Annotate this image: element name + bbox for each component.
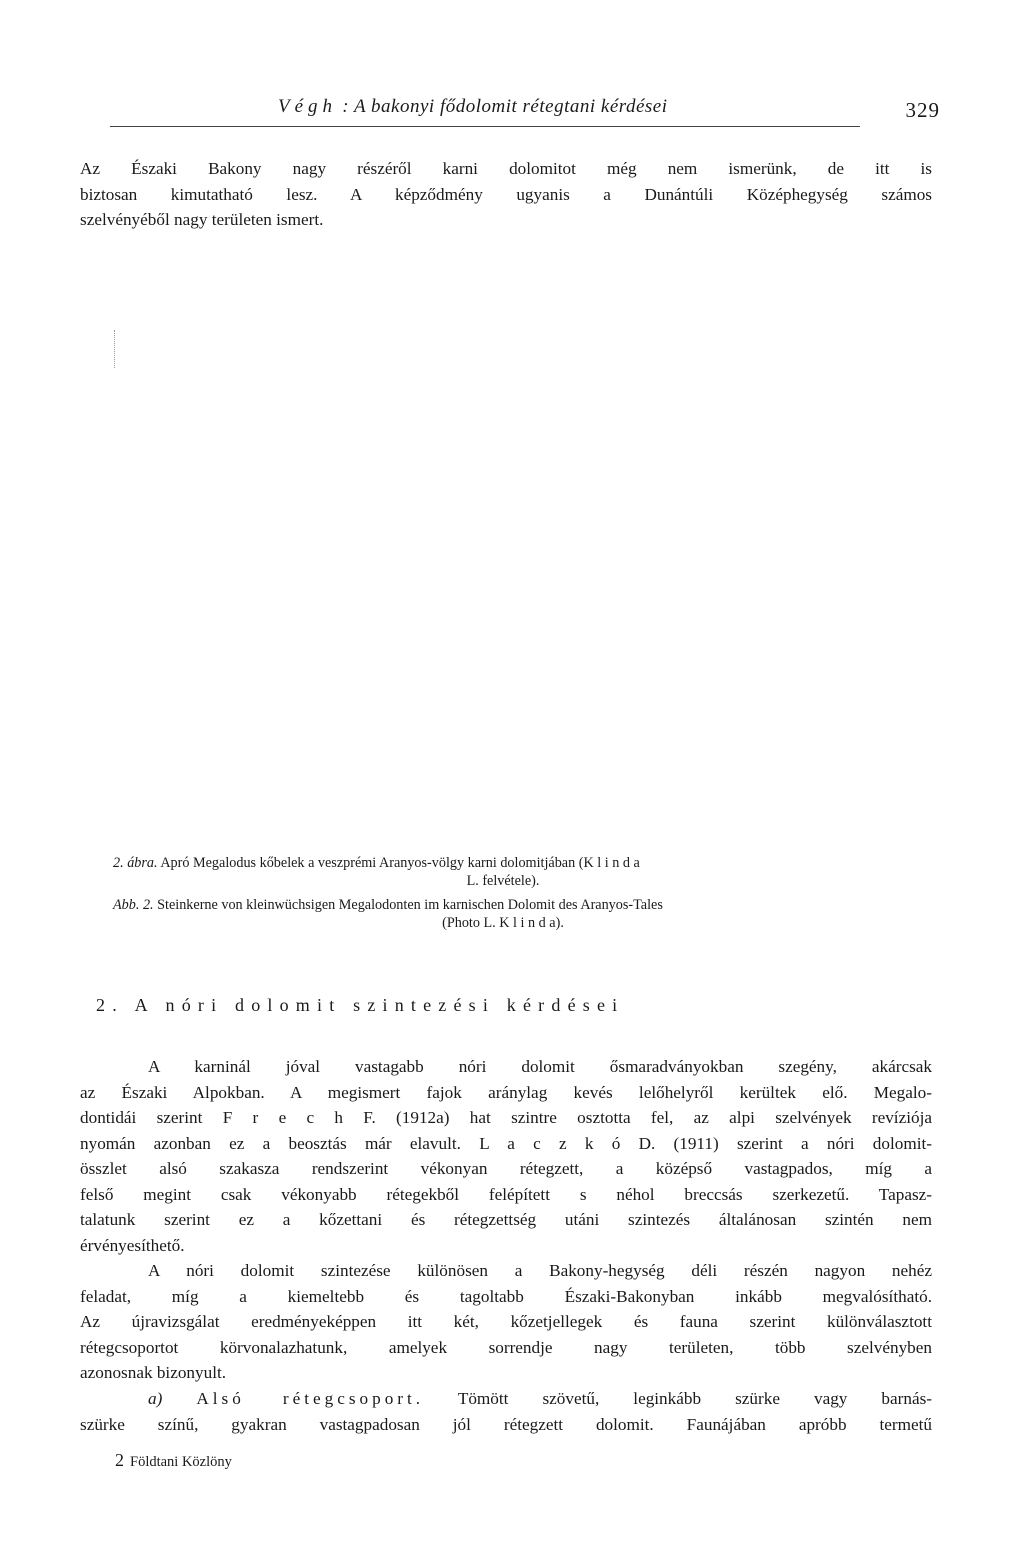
text-line: feladat, míg a kiemeltebb és tagoltabb Északi-Bakonyban inkább megvalósítható. xyxy=(80,1286,932,1306)
running-head xyxy=(110,96,940,128)
subsection-title: Alsó rétegcsoport. xyxy=(196,1389,425,1408)
running-article-title: A bakonyi fődolomit rétegtani kérdései xyxy=(354,96,668,117)
text-line: felső megint csak vékonyabb rétegekből felépített s néhol breccsás szerkezetű. Tapasz- xyxy=(80,1184,932,1204)
text-line: nyomán azonban ez a beosztás már elavult. L a c z k ó D. (1911) szerint a nóri dolomit- xyxy=(80,1133,932,1153)
text-line: A karninál jóval vastagabb nóri dolomit ősmaradványokban szegény, akárcsak xyxy=(148,1057,932,1076)
caption-line xyxy=(113,854,893,872)
signature-text: Földtani Közlöny xyxy=(130,1454,232,1470)
running-separator: : xyxy=(342,96,350,117)
signature-number: 2 xyxy=(115,1450,124,1470)
running-title xyxy=(278,96,667,118)
text-line: azonosnak bizonyult. xyxy=(80,1363,227,1382)
running-author: Végh xyxy=(278,96,338,117)
text-line: biztosan kimutatható lesz. A képződmény ugyanis a Dunántúli Középhegység számos xyxy=(80,184,932,204)
text-line: talatunk szerint ez a kőzettani és rétegzettség utáni szintezés általánosan szintén nem xyxy=(80,1210,932,1229)
text-line: dontidái szerint F r e c h F. (1912a) hat szintre osztotta fel, az alpi szelvények revíziója xyxy=(80,1108,932,1127)
header-rule xyxy=(110,126,860,127)
scan-artifact xyxy=(114,330,116,368)
body-paragraph-1 xyxy=(80,1054,932,1258)
caption-text: Apró Megalodus kőbelek a veszprémi Aranyos-völgy karni dolomitjában (K l i n d a xyxy=(160,855,640,871)
figure-photo xyxy=(80,268,940,838)
text-line: rétegcsoportot körvonalazhatunk, amelyek sorrendje nagy területen, több szelvényben xyxy=(80,1337,932,1357)
caption-text: (Photo L. K l i n d a). xyxy=(442,915,564,931)
body-paragraph-2 xyxy=(80,1258,932,1386)
caption-label: 2. ábra. xyxy=(113,855,158,871)
caption-text: Steinkerne von kleinwüchsigen Megalodonten im karnischen Dolomit des Aranyos-Tales xyxy=(157,897,663,913)
text-line: összlet alsó szakasza rendszerint vékonyan rétegzett, a középső vastagpados, míg a xyxy=(80,1159,932,1178)
text-line: Az újravizsgálat eredményeképpen itt két, kőzetjellegek és fauna szerint különválasztott xyxy=(80,1312,932,1331)
signature-mark xyxy=(115,1450,232,1471)
text-line: A nóri dolomit szintezése különösen a Bakony-hegység déli részén nagyon nehéz xyxy=(148,1261,932,1280)
figure-caption-hungarian xyxy=(113,854,893,890)
caption-line xyxy=(113,896,893,914)
caption-text: L. felvétele). xyxy=(466,873,540,889)
page-number: 329 xyxy=(905,98,940,122)
text-line: az Északi Alpokban. A megismert fajok aránylag kevés lelőhelyről kerültek elő. Megalo- xyxy=(80,1082,932,1102)
caption-label: Abb. 2. xyxy=(113,897,154,913)
text-line xyxy=(80,1386,932,1412)
text-line: szelvényéből nagy területen ismert. xyxy=(80,210,324,229)
intro-paragraph xyxy=(80,156,932,233)
text-line: Az Északi Bakony nagy részéről karni dolomitot még nem ismerünk, de itt is xyxy=(80,159,932,178)
text-line: érvényesíthető. xyxy=(80,1235,185,1255)
text-fragment: Tömött szövetű, leginkább szürke vagy barnás- xyxy=(457,1389,932,1408)
list-label: a) xyxy=(148,1389,163,1408)
body-paragraph-3 xyxy=(80,1386,932,1437)
figure-caption-german xyxy=(113,896,893,932)
text-line: szürke színű, gyakran vastagpadosan jól rétegzett dolomit. Faunájában apróbb termetű xyxy=(80,1414,932,1434)
section-heading: 2. A nóri dolomit szintezési kérdései xyxy=(96,995,625,1015)
